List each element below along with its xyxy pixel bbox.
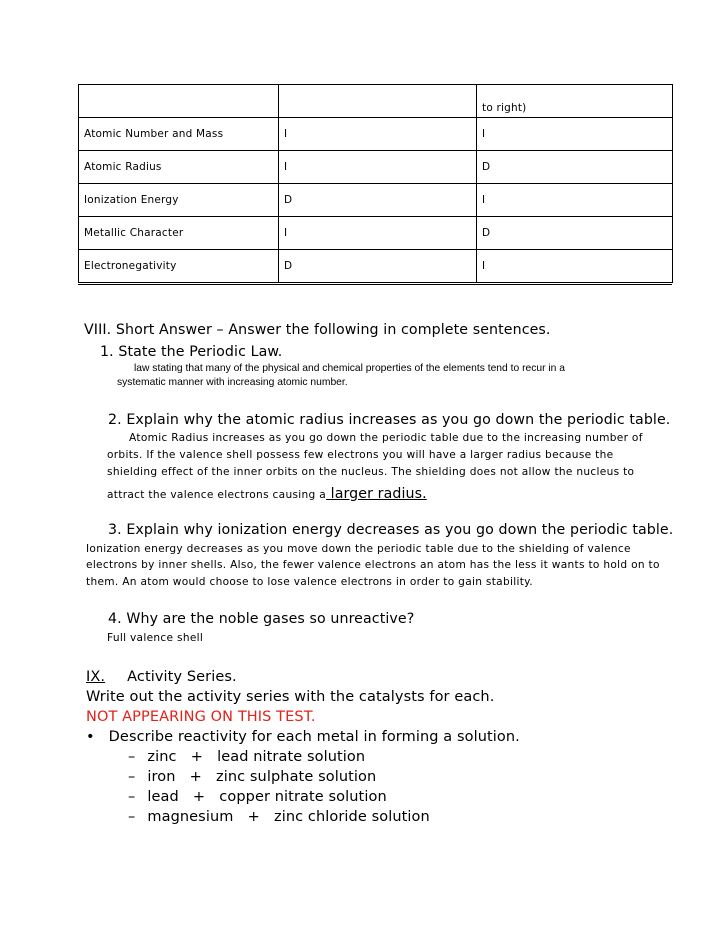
dash-icon: – <box>128 809 136 825</box>
answer-4: Full valence shell <box>107 632 204 644</box>
list-item <box>128 789 387 805</box>
answer-3-line-1: Ionization energy decreases as you move down the periodic table due to the shielding of valence <box>86 543 631 555</box>
section-9-title: Activity Series. <box>127 669 237 685</box>
section-8-heading: VIII. Short Answer – Answer the following in complete sentences. <box>84 322 551 338</box>
question-2: 2. Explain why the atomic radius increases as you go down the periodic table. <box>108 412 671 428</box>
table-cell <box>279 85 477 118</box>
answer-3-line-2: electrons by inner shells. Also, the fewer valence electrons an atom has the less it wants to hold on to <box>86 559 660 571</box>
list-item-text: lead + copper nitrate solution <box>147 789 387 805</box>
answer-3-line-3: them. An atom would choose to lose valence electrons in order to gain stability. <box>86 576 533 588</box>
trend-down-cell: I <box>279 217 477 250</box>
table-row <box>79 250 673 283</box>
bullet-item <box>86 729 520 745</box>
question-4: 4. Why are the noble gases so unreactive? <box>108 611 415 627</box>
section-9-heading <box>86 669 237 685</box>
answer-1-line-1: law stating that many of the physical and chemical properties of the elements tend to recur in a <box>134 363 565 374</box>
answer-2-line-4-text: attract the valence electrons causing a <box>107 489 327 501</box>
property-cell: Ionization Energy <box>79 184 279 217</box>
list-item-text: iron + zinc sulphate solution <box>147 769 377 785</box>
answer-2-line-3: shielding effect of the inner orbits on the nucleus. The shielding does not allow the nucleus to <box>107 466 635 478</box>
table-cell <box>79 85 279 118</box>
periodic-trends-table <box>78 84 673 283</box>
property-cell: Electronegativity <box>79 250 279 283</box>
trend-across-cell: D <box>477 151 673 184</box>
list-item <box>128 769 376 785</box>
trend-down-cell: D <box>279 184 477 217</box>
answer-2-line-1: Atomic Radius increases as you go down the periodic table due to the increasing number of <box>129 432 643 444</box>
section-9-numeral: IX. <box>86 669 106 685</box>
answer-2-line-2: orbits. If the valence shell possess few electrons you will have a larger radius because the <box>107 449 614 461</box>
table-row <box>79 184 673 217</box>
question-3: 3. Explain why ionization energy decreases as you go down the periodic table. <box>108 522 674 538</box>
table-row <box>79 217 673 250</box>
table-bottom-border <box>78 284 672 285</box>
trend-down-cell: I <box>279 151 477 184</box>
answer-2-line-4 <box>107 483 427 502</box>
question-1: 1. State the Periodic Law. <box>100 344 283 360</box>
dash-icon: – <box>128 769 136 785</box>
trend-down-cell: I <box>279 118 477 151</box>
list-item-text: magnesium + zinc chloride solution <box>147 809 430 825</box>
bullet-icon: • <box>86 729 95 745</box>
answer-2-emphasis: larger radius. <box>326 486 427 502</box>
table-cell: to right) <box>477 85 673 118</box>
trend-across-cell: I <box>477 184 673 217</box>
property-cell: Atomic Radius <box>79 151 279 184</box>
dash-icon: – <box>128 789 136 805</box>
not-on-test-notice: NOT APPEARING ON THIS TEST. <box>86 709 316 725</box>
section-9-instruction: Write out the activity series with the catalysts for each. <box>86 689 495 705</box>
trend-across-cell: I <box>477 250 673 283</box>
table-row <box>79 118 673 151</box>
trend-down-cell: D <box>279 250 477 283</box>
property-cell: Atomic Number and Mass <box>79 118 279 151</box>
property-cell: Metallic Character <box>79 217 279 250</box>
bullet-text: Describe reactivity for each metal in forming a solution. <box>108 729 520 745</box>
list-item <box>128 809 430 825</box>
answer-1-line-2: systematic manner with increasing atomic number. <box>117 377 348 388</box>
list-item-text: zinc + lead nitrate solution <box>147 749 366 765</box>
table-header-row <box>79 85 673 118</box>
dash-icon: – <box>128 749 136 765</box>
table-row <box>79 151 673 184</box>
trend-across-cell: I <box>477 118 673 151</box>
list-item <box>128 749 365 765</box>
trend-across-cell: D <box>477 217 673 250</box>
